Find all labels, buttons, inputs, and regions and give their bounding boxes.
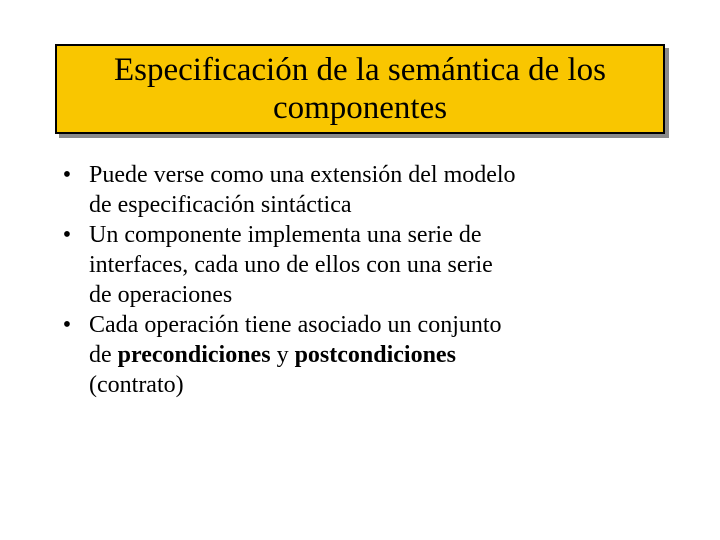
term-precondiciones: precondiciones [117, 342, 271, 368]
bullet-dot-icon: • [62, 312, 72, 338]
bullet-2-line-2: interfaces, cada uno de ellos con una serie [89, 252, 493, 278]
bullet-3-line-3: (contrato) [89, 372, 184, 398]
slide-title-box [55, 44, 665, 134]
bullet-list [57, 160, 697, 400]
bullet-1-line-2: de especificación sintáctica [89, 192, 352, 218]
bullet-3-line-2-conjunction: y [270, 342, 295, 368]
term-postcondiciones: postcondiciones [294, 342, 456, 368]
bullet-item-1 [57, 160, 697, 220]
bullet-2-line-3: de operaciones [89, 282, 233, 308]
slide-title-line-1: Especificación de la semántica de los [113, 52, 607, 88]
bullet-3-line-2 [89, 340, 697, 370]
bullet-1-line-1: Puede verse como una extensión del modelo [89, 162, 516, 188]
bullet-dot-icon: • [62, 222, 72, 248]
bullet-2-line-1: Un componente implementa una serie de [89, 222, 482, 248]
bullet-3-line-2-prefix: de [89, 342, 118, 368]
bullet-item-2 [57, 220, 697, 310]
bullet-3-line-1: Cada operación tiene asociado un conjunto [89, 312, 502, 338]
bullet-item-3 [57, 310, 697, 400]
slide-title-line-2: componentes [272, 90, 448, 126]
bullet-dot-icon: • [62, 162, 72, 188]
